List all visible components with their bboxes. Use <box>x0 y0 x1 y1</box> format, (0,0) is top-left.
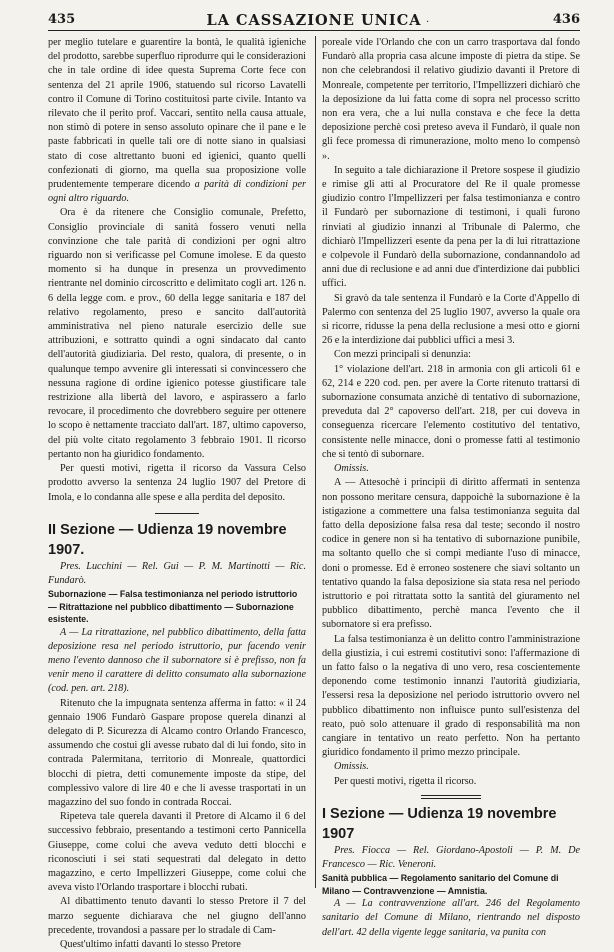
paragraph <box>48 36 306 206</box>
paragraph: Ora è da ritenere che Consiglio comunale, Prefetto, Consiglio provinciale di sanità fossero venuti nella convinzione che tale parità di condizioni per ogni altro riguardo non si verificasse pel Comune imolese. E da questo momento si ha dunque in presenza un provvedimento rientrante nel dominio circoscritto e delimitato cogli art. 126 n. 6 della legge com. e prov., 60 della legge sanitaria e 187 del relativo regolamento, preso e sancito dall'autorità amministrativa nel pieno naturale esercizio delle sue attribuzioni, e sottratto quindi a ogni sindacato dal canto dell'autorità giudiziaria. Del resto, qualora, di presente, o in qualunque tempo avvenire gli interessati si convincessero che nessuna ragione di ordine igienico potesse giustificare tale restrizione alla libertà del lavoro, e aspirassero a farlo revocare, il procedimento che dovrebbero seguire per ottenere lo scopo è nettamente tracciato dall'art. 187, ultimo capoverso, del più volte citato regolamento 3 febbraio 1901. Il ricorso pertanto non ha giuridico fondamento. <box>48 207 306 460</box>
paragraph: 1° violazione dell'art. 218 in armonia con gli articoli 61 e 62, 214 e 220 cod. pen. per avere la Corte ritenuto trattarsi di subornazione consumata anzichè di tentativo di subornazione, preveduta dal 2° capoverso dell'art. 218, per cui doveva in conseguenza ricercare l'elemento costitutivo del tentativo, consistente nelle minacce, doni o promesse fatti al testimonio che si tentò di subornare. <box>322 363 580 460</box>
page-number-right: 436 <box>552 12 580 27</box>
omissis: Omissis. <box>334 463 369 475</box>
legal-maxim: A — La contravvenzione all'art. 246 del Regolamento sanitario del Comune di Milano, rientrando nel disposto dell'art. 42 della vigente legge sanitaria, va punita con <box>322 898 580 938</box>
paragraph: Si gravò da tale sentenza il Fundarò e la Corte d'Appello di Palermo con sentenza del 25 luglio 1907, avverso la quale ora si ricorre, ridusse la pena della reclusione a mesi otto e giorni 26 e la interdizione dai pubblici uffici a mesi 3. <box>322 292 580 347</box>
court-composition: Pres. Fiocca — Rel. Giordano-Apostoli — P. M. De Francesco — Ric. Veneroni. <box>322 844 580 870</box>
section-heading: I Sezione — Udienza 19 novembre 1907 <box>322 805 557 842</box>
omissis: Omissis. <box>334 761 369 773</box>
paragraph: Ripeteva tale querela davanti il Pretore di Alcamo il 6 del successivo febbraio, presentando a testimoni certo Pannicella Giuseppe, come colui che aveva veduto detti blocchi e riconosciuti i sei stati sequestrati dal delegato in detto magazzino, e certo Impellizzeri Giuseppe, come colui che aveva visto l'Orlando trasportare i blocchi rubati. <box>48 811 306 894</box>
right-column <box>322 36 580 938</box>
header-mark: . <box>426 14 430 25</box>
paragraph: Per questi motivi, rigetta il ricorso da Vassura Celso prodotto avverso la sentenza 24 luglio 1907 del Pretore di Imola, e lo condanna alle spese e alla perdita del deposito. <box>48 463 306 503</box>
paragraph: poreale vide l'Orlando che con un carro trasportava dal fondo Fundarò alla propria casa alcune imposte di pietra da stipe. Se non che celebrandosi il relativo giudizio davanti il Pretore di Monreale, competente per territorio, l'Impellizzeri dichiarò che la deposizione da lui fatta come di sopra nel processo scritto non era vera, che a lui nulla constava e che fece la detta deposizione perchè così preteso aveva il Fundarò, il quale non gli fece promessa di rimunerazione, molto meno lo compensò ». <box>322 37 580 162</box>
paragraph: Quest'ultimo infatti davanti lo stesso Pretore <box>60 939 241 951</box>
paragraph: Al dibattimento tenuto davanti lo stesso Pretore il 7 del marzo seguente dichiarava che nel giugno dell'anno precedente, trovandosi a passare per lo stradale di Cam- <box>48 896 306 936</box>
separator-rule <box>155 513 199 514</box>
separator-rule <box>421 795 481 799</box>
paragraph: Con mezzi principali si denunzia: <box>334 349 471 361</box>
paragraph: In seguito a tale dichiarazione il Pretore sospese il giudizio e rimise gli atti al Procuratore del Re il quale promesse giudizio contro l'Impellizzeri per falsa testimonianza e contro il Fundarò per subornazione di testimoni, i quali furono rinviati al giudizio innanzi al Tribunale di Palermo, che dichiarò l'Impellizzeri esente da pena per la di lui ritrattazione e colpevole il Fundarò della subornazione, condannandolo ad anni due di reclusione e ad anni due d'interdizione dai pubblici uffici. <box>322 164 580 290</box>
legal-maxim: A — La ritrattazione, nel pubblico dibattimento, della fatta deposizione resa nel periodo istruttorio, pur facendo venir meno l'evento dannoso che il subornatore si è prefisso, non fa venir meno il carattere di delitto consumato alla subornazione (cod. pen. art. 218). <box>48 626 306 695</box>
court-composition: Pres. Lucchini — Rel. Gui — P. M. Martinotti — Ric. Fundarò. <box>48 560 306 586</box>
paragraph: A — Attesochè i principii di diritto affermati in sentenza non possono meritare censura, dappoichè la subornazione è la istigazione a commettere una falsa testimonianza seguita dal fatto della deposizione falsa resa dal teste; secondo il nostro codice in genere non si ha tentativo di subornazione punibile, ma soltanto quello che si compì mediante l'uso di minacce, doni o promesse. Ed è erroneo sostenere che siavi soltanto un tentativo quando la falsa deposizione sia stata resa nel periodo istruttorio e poi ritrattata sotto la santità del giuramento nel pubblico dibattimento, perchè manca l'evento che il subornatore si era prefisso. <box>322 477 580 631</box>
journal-title: LA CASSAZIONE UNICA <box>206 12 422 29</box>
running-header <box>48 8 580 31</box>
page-number-left: 435 <box>48 12 76 27</box>
paragraph: La falsa testimonianza è un delitto contro l'amministrazione della giustizia, i cui estremi costitutivi sono: l'affermazione di un fatto falso o la negativa di uno vero, resa coscientemente deponendo come testimonio innanzi l'autorità giudiziaria, l'essersi resa la deposizione nel periodo istruttorio ovvero nel pubblico dibattimento non influisce punto sull'esistenza del reato, può solo attenuare il grado di responsabilità ma non cangiare in tentativo un reato perfetto. Non ha pertanto giuridico fondamento il primo mezzo principale. <box>322 633 580 759</box>
column-divider <box>315 36 316 888</box>
section-heading: II Sezione — Udienza 19 novembre 1907. <box>48 521 287 558</box>
paragraph: Ritenuto che la impugnata sentenza afferma in fatto: « il 24 gennaio 1906 Fundarò Gaspare propose querela dinanzi al delegato di P. Sicurezza di Alcamo contro Orlando Francesco, assumendo che costui gli avesse rubato dal di lui fondo, sito in contrada Palermitana, territorio di Monreale, quattordici blocchi di pietra, detti comunemente imposte da stipe, del complessivo valore di lire 40 e che li avesse trasportati in un magazzino del suo fondo in contrada Roccai. <box>48 697 306 809</box>
paragraph: Per questi motivi, rigetta il ricorso. <box>334 775 477 787</box>
paragraph-text: per meglio tutelare e guarentire la bontà, le qualità igieniche del prodotto, sarebbe superfluo riprodurre qui le considerazioni che in tale ordine di idee questa Suprema Corte fece con sentenza del 21 aprile 1906, statuendo sul ricorso Lavatelli contro il Comune di Torino costituitosi parte civile. Intanto va rilevato che il perito prof. Vaccari, sentito nella causa attuale, non stimò di potere in senso assoluto opinare che il pane e le paste fabbricati in quelle tali ore di notte siano in qualsiasi stato di cose altrettanto buoni ed igienici, quanto quelli confezionati di giorno, ma quella sua proposizione volle prudentemente temperare dicendo <box>48 37 307 191</box>
left-column <box>48 36 307 951</box>
case-summary: Subornazione — Falsa testimonianza nel periodo istruttorio — Ritrattazione nel pubblico dibattimento — Subornazione esistente. <box>48 589 298 625</box>
italic-phrase: a parità di condizioni per ogni altro riguardo. <box>48 179 307 205</box>
case-summary: Sanità pubblica — Regolamento sanitario del Comune di Milano — Contravvenzione — Amnistia. <box>322 873 559 896</box>
